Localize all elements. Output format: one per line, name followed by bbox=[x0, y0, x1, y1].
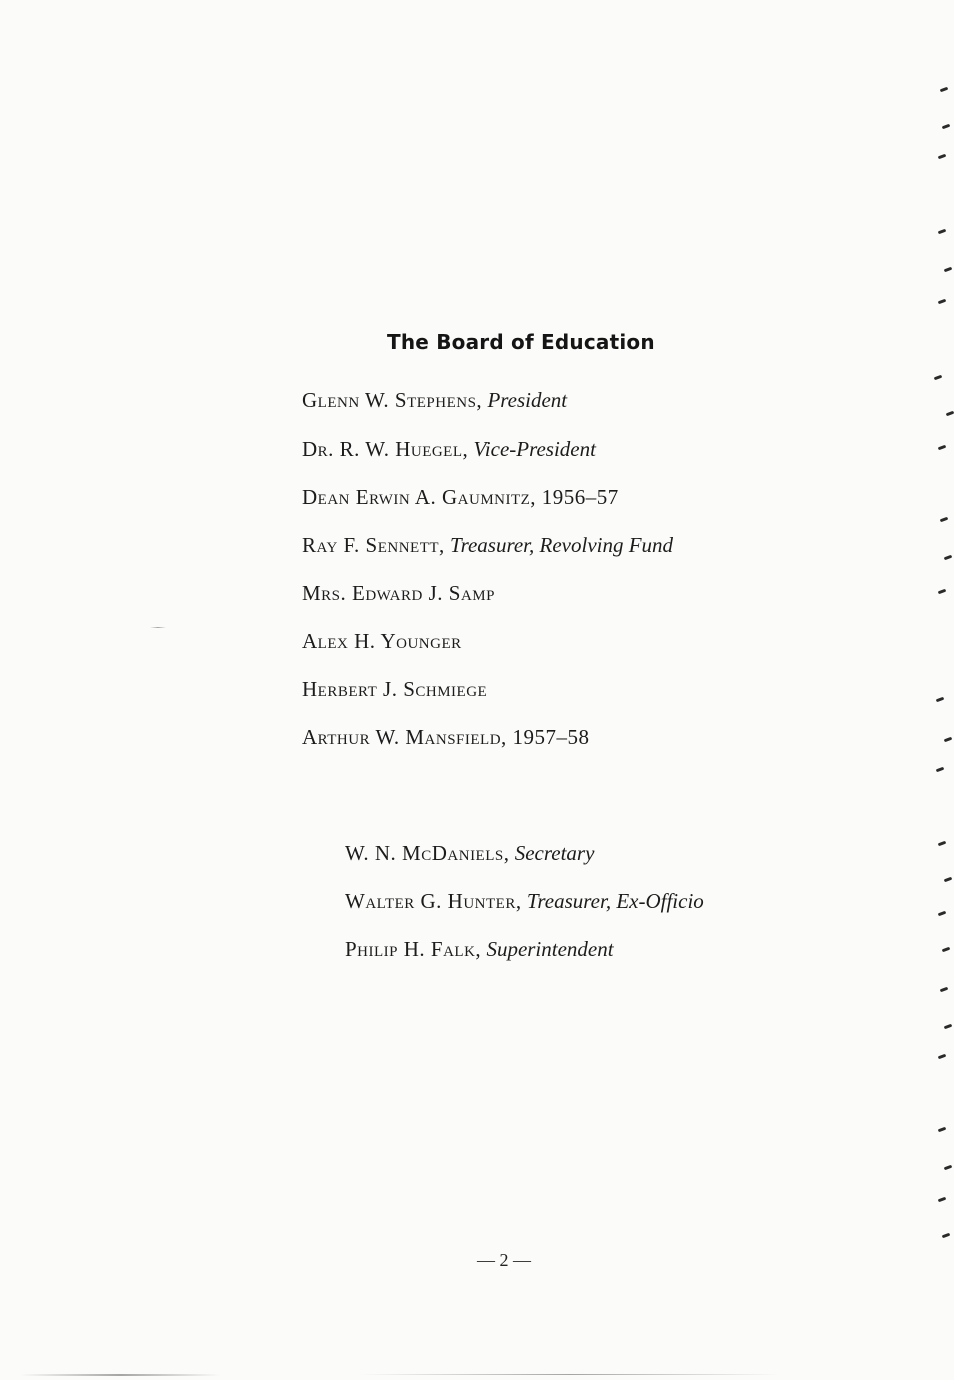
binding-mark bbox=[940, 87, 949, 93]
board-member-line bbox=[302, 533, 673, 558]
binding-mark bbox=[938, 1197, 947, 1203]
member-name: Arthur W. Mansfield, 1957–58 bbox=[302, 725, 590, 749]
binding-mark bbox=[944, 877, 953, 883]
binding-mark bbox=[934, 375, 943, 381]
binding-mark bbox=[944, 267, 953, 273]
member-name: Alex H. Younger bbox=[302, 629, 462, 653]
officer-role: Secretary bbox=[514, 841, 595, 865]
binding-mark bbox=[940, 517, 949, 523]
page-number: — 2 — bbox=[477, 1250, 531, 1270]
member-name: Ray F. Sennett, bbox=[302, 533, 445, 557]
officer-name: Walter G. Hunter, bbox=[345, 889, 522, 913]
board-member-line bbox=[302, 388, 567, 413]
binding-mark bbox=[942, 124, 951, 130]
page-title: The Board of Education bbox=[387, 330, 655, 354]
board-member-line bbox=[302, 437, 596, 462]
officer-name: Philip H. Falk, bbox=[345, 937, 482, 961]
binding-mark bbox=[944, 555, 953, 561]
member-name: Dr. R. W. Huegel, bbox=[302, 437, 469, 461]
binding-mark bbox=[936, 697, 945, 703]
binding-mark bbox=[946, 411, 954, 417]
binding-mark bbox=[938, 911, 947, 917]
board-member-line bbox=[302, 629, 462, 654]
officer-line bbox=[345, 937, 614, 962]
board-member-line bbox=[302, 485, 619, 510]
board-member-line bbox=[302, 677, 487, 702]
binding-marks bbox=[914, 70, 954, 1260]
binding-mark bbox=[938, 589, 947, 595]
binding-mark bbox=[942, 1233, 951, 1239]
member-name: Herbert J. Schmiege bbox=[302, 677, 488, 701]
binding-mark bbox=[938, 154, 947, 160]
scan-smudge bbox=[20, 1374, 220, 1376]
officer-line bbox=[345, 889, 704, 914]
scan-smudge bbox=[150, 627, 166, 628]
binding-mark bbox=[938, 1127, 947, 1133]
member-role: Vice-President bbox=[473, 437, 596, 461]
binding-mark bbox=[944, 1165, 953, 1171]
board-member-line bbox=[302, 581, 495, 606]
binding-mark bbox=[944, 737, 953, 743]
binding-mark bbox=[938, 841, 947, 847]
binding-mark bbox=[938, 299, 947, 305]
officer-role: Superintendent bbox=[486, 937, 614, 961]
binding-mark bbox=[938, 1054, 947, 1060]
member-name: Mrs. Edward J. Samp bbox=[302, 581, 495, 605]
member-role: President bbox=[487, 388, 568, 412]
officer-role: Treasurer, Ex-Officio bbox=[526, 889, 704, 913]
binding-mark bbox=[936, 767, 945, 773]
member-name: Dean Erwin A. Gaumnitz, 1956–57 bbox=[302, 485, 619, 509]
binding-mark bbox=[940, 987, 949, 993]
binding-mark bbox=[938, 229, 947, 235]
officer-line bbox=[345, 841, 594, 866]
member-role: Treasurer, Revolving Fund bbox=[450, 533, 674, 557]
officer-name: W. N. McDaniels, bbox=[345, 841, 510, 865]
member-name: Glenn W. Stephens, bbox=[302, 388, 483, 412]
scan-smudge bbox=[360, 1374, 780, 1375]
binding-mark bbox=[944, 1024, 953, 1030]
binding-mark bbox=[942, 947, 951, 953]
board-member-line bbox=[302, 725, 590, 750]
binding-mark bbox=[938, 445, 947, 451]
